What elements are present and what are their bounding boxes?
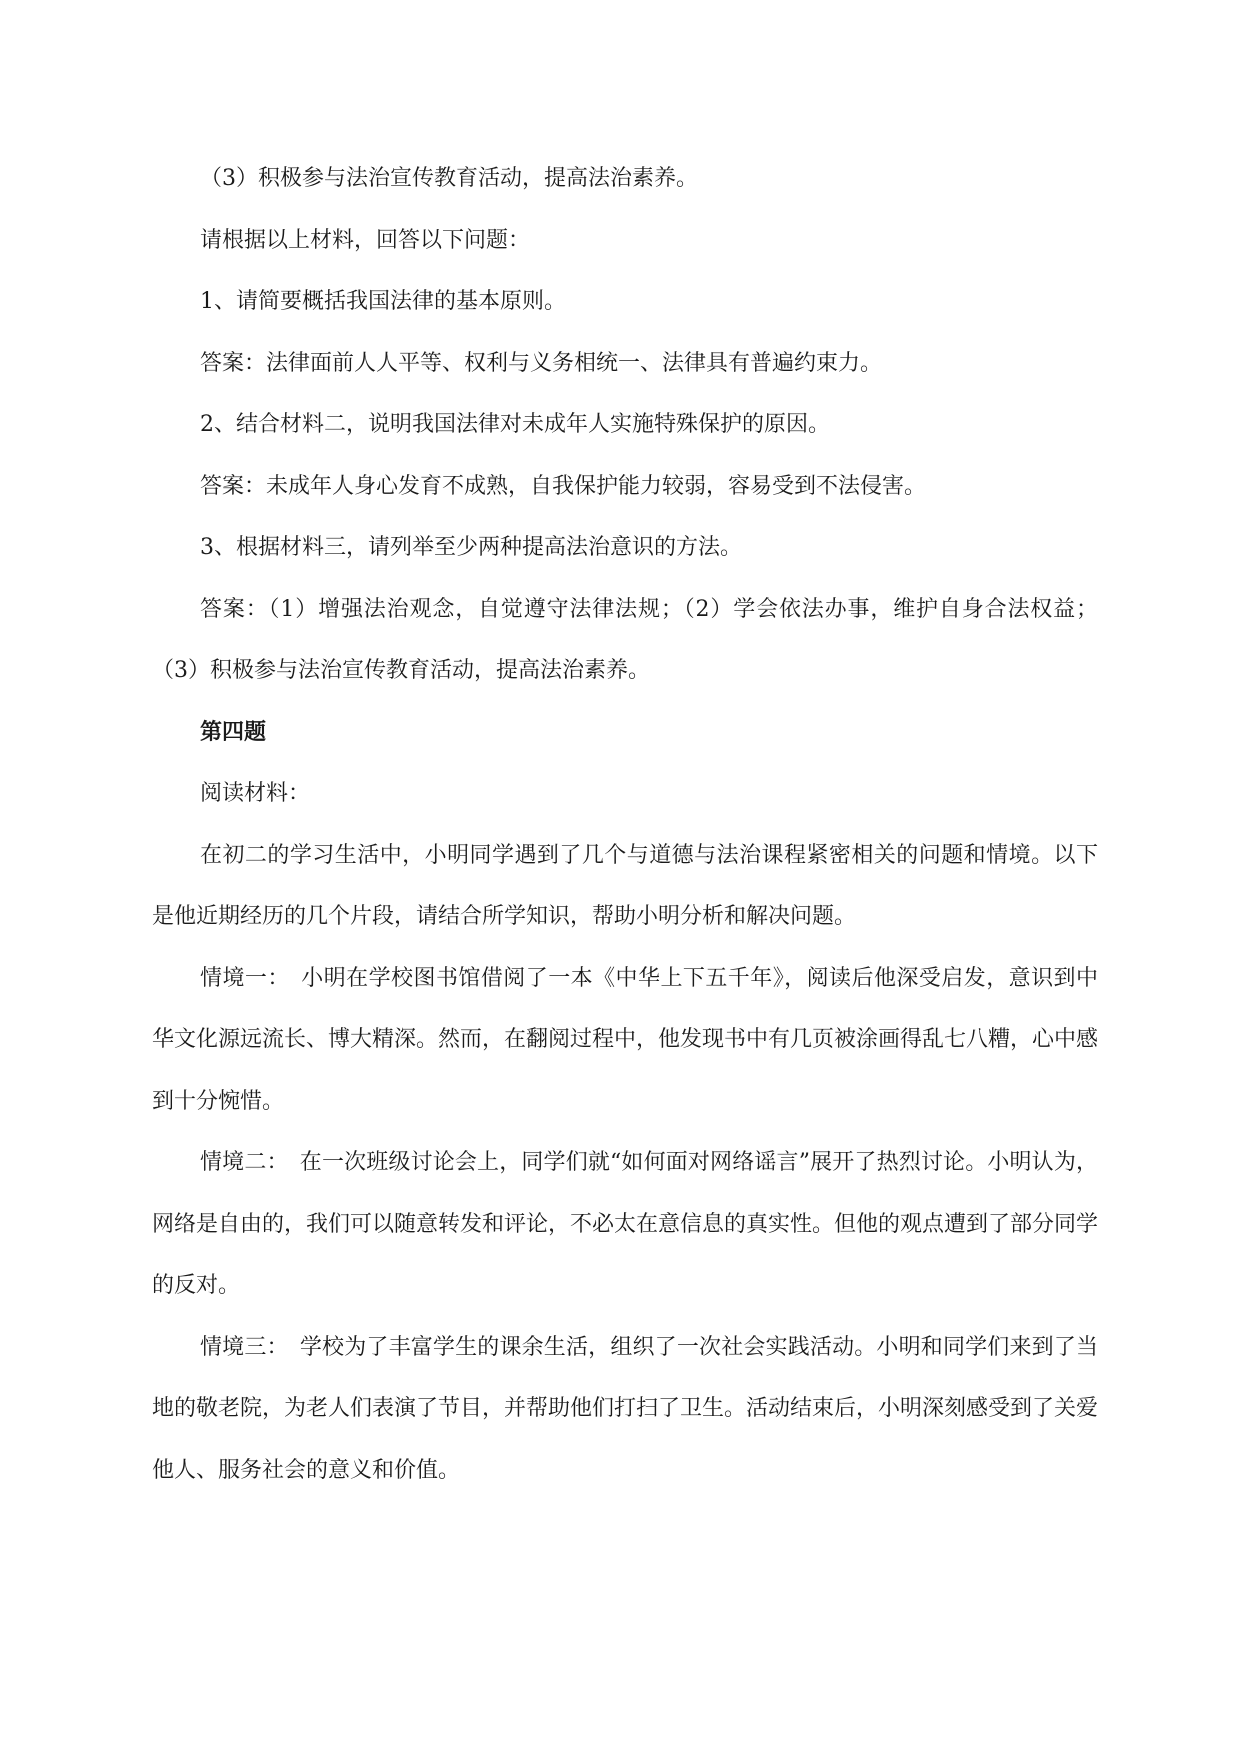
document-body [152,148,1098,1501]
scenario-1: 情境一： 小明在学校图书馆借阅了一本《中华上下五千年》，阅读后他深受启发，意识到中华文化源远流长、博大精深。然而，在翻阅过程中，他发现书中有几页被涂画得乱七八糟，心中感到十分惋惜。 [152,965,1099,1114]
scenario-3: 情境三： 学校为了丰富学生的课余生活，组织了一次社会实践活动。小明和同学们来到了当地的敬老院，为老人们表演了节目，并帮助他们打扫了卫生。活动结束后，小明深刻感受到了关爱他人、服务社会的意义和价值。 [152,1334,1099,1483]
reading-material-label: 阅读材料： [200,781,311,806]
question-1: 1、请简要概括我国法律的基本原则。 [200,289,566,314]
answer-2: 答案：未成年人身心发育不成熟，自我保护能力较弱，容易受到不法侵害。 [200,473,927,499]
question-2: 2、结合材料二，说明我国法律对未成年人实施特殊保护的原因。 [200,412,830,437]
answer-1: 答案：法律面前人人平等、权利与义务相统一、法律具有普遍约束力。 [200,350,883,376]
section-heading: 第四题 [200,719,267,745]
question-3: 3、根据材料三，请列举至少两种提高法治意识的方法。 [200,535,742,560]
answer-3: 答案：（1）增强法治观念，自觉遵守法律法规；（2）学会依法办事，维护自身合法权益；（3）积极参与法治宣传教育活动，提高法治素养。 [152,596,1098,683]
material-intro-paragraph: 在初二的学习生活中，小明同学遇到了几个与道德与法治课程紧密相关的问题和情境。以下是他近期经历的几个片段，请结合所学知识，帮助小明分析和解决问题。 [152,842,1098,929]
scenario-2: 情境二： 在一次班级讨论会上，同学们就“如何面对网络谣言”展开了热烈讨论。小明认为，网络是自由的，我们可以随意转发和评论，不必太在意信息的真实性。但他的观点遭到了部分同学的反对。 [152,1150,1099,1298]
paragraph-instruction: 请根据以上材料，回答以下问题： [200,227,531,253]
paragraph-item-3: （3）积极参与法治宣传教育活动，提高法治素养。 [200,166,698,191]
